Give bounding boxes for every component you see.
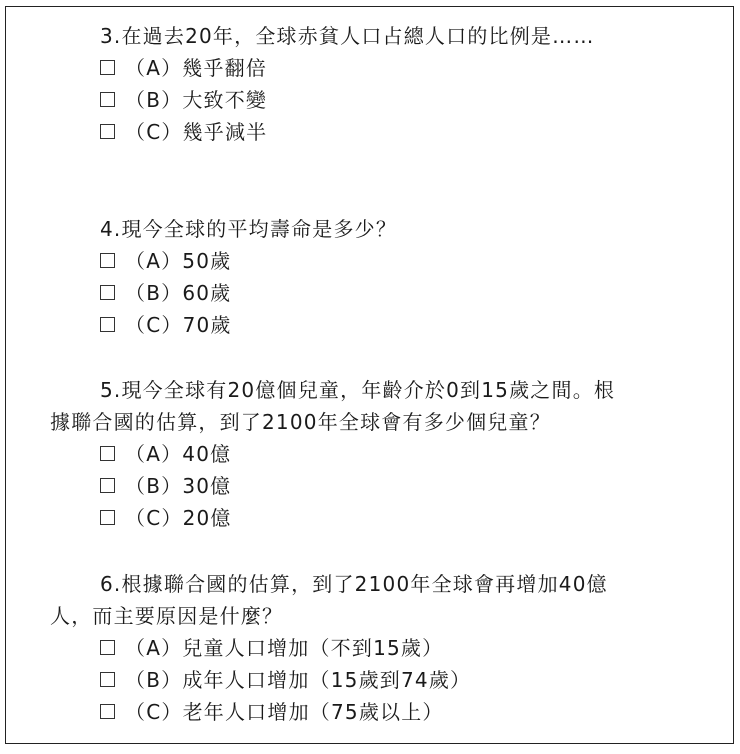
option-b[interactable] [50, 84, 690, 116]
question-3 [50, 20, 690, 148]
option-label: （A）40億 [125, 442, 232, 466]
checkbox-icon[interactable] [100, 672, 115, 687]
checkbox-icon[interactable] [100, 478, 115, 493]
checkbox-icon[interactable] [100, 253, 115, 268]
option-a[interactable] [50, 438, 690, 470]
option-label: （B）大致不變 [125, 88, 268, 112]
option-b[interactable] [50, 664, 690, 696]
option-c[interactable] [50, 116, 690, 148]
question-text: 5.現今全球有20億個兒童，年齡介於0到15歲之間。根 [100, 378, 616, 402]
option-c[interactable] [50, 309, 690, 341]
option-label: （C）70歲 [125, 313, 232, 337]
question-text: 6.根據聯合國的估算，到了2100年全球會再增加40億 [100, 572, 608, 596]
question-6 [50, 568, 690, 728]
option-a[interactable] [50, 632, 690, 664]
option-label: （A）兒童人口增加（不到15歲） [125, 636, 444, 660]
option-a[interactable] [50, 52, 690, 84]
option-c[interactable] [50, 696, 690, 728]
option-label: （C）老年人口增加（75歲以上） [125, 700, 444, 724]
option-label: （A）幾乎翻倍 [125, 56, 268, 80]
option-c[interactable] [50, 502, 690, 534]
question-5 [50, 374, 690, 534]
checkbox-icon[interactable] [100, 317, 115, 332]
checkbox-icon[interactable] [100, 640, 115, 655]
option-b[interactable] [50, 277, 690, 309]
checkbox-icon[interactable] [100, 510, 115, 525]
option-label: （C）20億 [125, 506, 232, 530]
checkbox-icon[interactable] [100, 285, 115, 300]
option-a[interactable] [50, 245, 690, 277]
checkbox-icon[interactable] [100, 60, 115, 75]
question-text-continued: 人，而主要原因是什麼？ [50, 604, 284, 628]
option-label: （B）30億 [125, 474, 232, 498]
question-text: 3.在過去20年，全球赤貧人口占總人口的比例是…… [100, 24, 595, 48]
question-text-continued: 據聯合國的估算，到了2100年全球會有多少個兒童？ [50, 410, 551, 434]
checkbox-icon[interactable] [100, 92, 115, 107]
option-label: （C）幾乎減半 [125, 120, 268, 144]
option-label: （B）成年人口增加（15歲到74歲） [125, 668, 472, 692]
option-b[interactable] [50, 470, 690, 502]
checkbox-icon[interactable] [100, 446, 115, 461]
checkbox-icon[interactable] [100, 124, 115, 139]
question-4 [50, 213, 690, 341]
checkbox-icon[interactable] [100, 704, 115, 719]
question-text: 4.現今全球的平均壽命是多少？ [100, 217, 398, 241]
option-label: （B）60歲 [125, 281, 232, 305]
option-label: （A）50歲 [125, 249, 232, 273]
